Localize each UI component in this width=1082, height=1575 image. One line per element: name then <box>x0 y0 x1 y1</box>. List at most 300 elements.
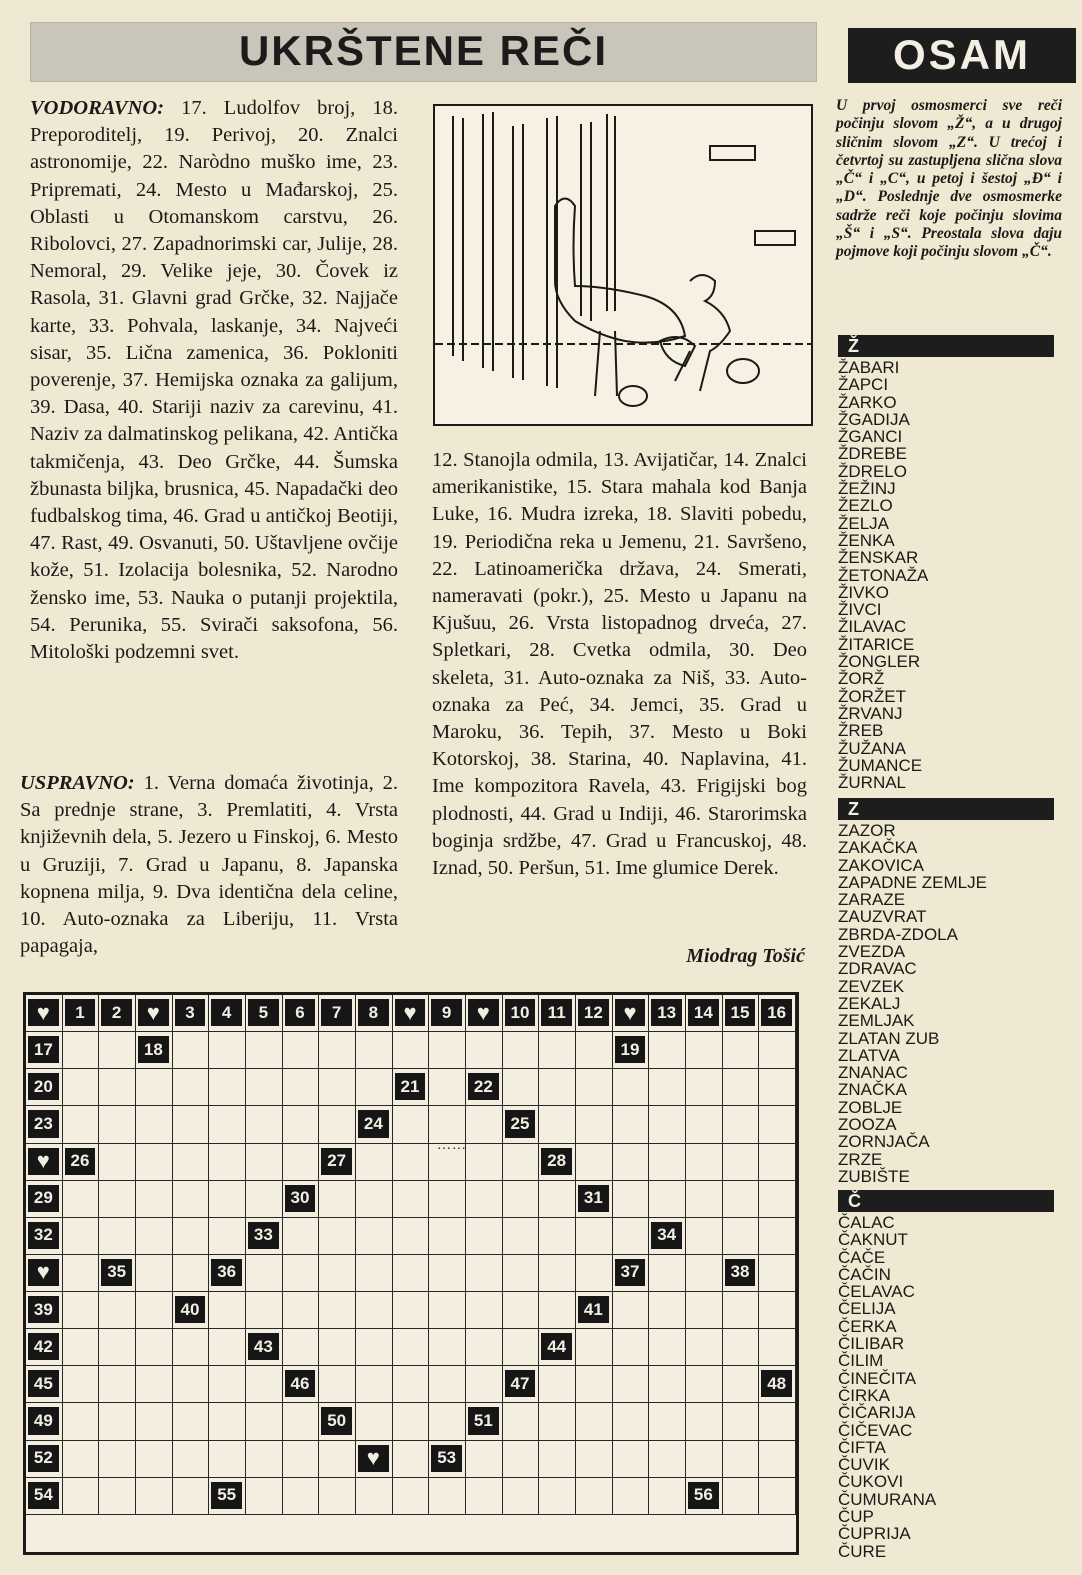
empty-cell[interactable] <box>576 1069 613 1106</box>
empty-cell[interactable] <box>759 1106 796 1143</box>
empty-cell[interactable] <box>63 1329 100 1366</box>
empty-cell[interactable] <box>136 1218 173 1255</box>
empty-cell[interactable] <box>136 1292 173 1329</box>
empty-cell[interactable] <box>503 1032 540 1069</box>
empty-cell[interactable] <box>356 1069 393 1106</box>
empty-cell[interactable] <box>393 1255 430 1292</box>
empty-cell[interactable] <box>613 1144 650 1181</box>
empty-cell[interactable] <box>63 1292 100 1329</box>
empty-cell[interactable] <box>173 1106 210 1143</box>
numbered-cell[interactable] <box>576 1292 613 1329</box>
numbered-cell[interactable] <box>26 1292 63 1329</box>
empty-cell[interactable] <box>356 1403 393 1440</box>
numbered-cell[interactable] <box>63 995 100 1032</box>
empty-cell[interactable] <box>723 1478 760 1515</box>
empty-cell[interactable] <box>723 1218 760 1255</box>
empty-cell[interactable] <box>246 1181 283 1218</box>
numbered-cell[interactable] <box>246 1329 283 1366</box>
empty-cell[interactable] <box>209 1069 246 1106</box>
heart-cell[interactable] <box>26 995 63 1032</box>
empty-cell[interactable] <box>466 1441 503 1478</box>
empty-cell[interactable] <box>613 1106 650 1143</box>
empty-cell[interactable] <box>173 1144 210 1181</box>
empty-cell[interactable] <box>649 1144 686 1181</box>
empty-cell[interactable] <box>429 1069 466 1106</box>
empty-cell[interactable] <box>209 1144 246 1181</box>
numbered-cell[interactable] <box>26 1181 63 1218</box>
empty-cell[interactable] <box>246 1144 283 1181</box>
empty-cell[interactable] <box>649 1478 686 1515</box>
numbered-cell[interactable] <box>649 995 686 1032</box>
empty-cell[interactable] <box>63 1441 100 1478</box>
empty-cell[interactable] <box>466 1255 503 1292</box>
empty-cell[interactable] <box>723 1032 760 1069</box>
empty-cell[interactable] <box>393 1106 430 1143</box>
empty-cell[interactable] <box>723 1144 760 1181</box>
empty-cell[interactable] <box>283 1069 320 1106</box>
empty-cell[interactable] <box>246 1069 283 1106</box>
empty-cell[interactable] <box>539 1441 576 1478</box>
empty-cell[interactable] <box>759 1032 796 1069</box>
empty-cell[interactable] <box>613 1329 650 1366</box>
empty-cell[interactable] <box>466 1181 503 1218</box>
empty-cell[interactable] <box>649 1069 686 1106</box>
empty-cell[interactable] <box>393 1403 430 1440</box>
empty-cell[interactable] <box>429 1255 466 1292</box>
empty-cell[interactable] <box>319 1069 356 1106</box>
empty-cell[interactable] <box>649 1441 686 1478</box>
empty-cell[interactable] <box>283 1403 320 1440</box>
empty-cell[interactable] <box>686 1366 723 1403</box>
numbered-cell[interactable] <box>26 1441 63 1478</box>
empty-cell[interactable] <box>429 1478 466 1515</box>
empty-cell[interactable] <box>283 1255 320 1292</box>
empty-cell[interactable] <box>173 1069 210 1106</box>
empty-cell[interactable] <box>576 1478 613 1515</box>
cell-number: 50 <box>321 1407 352 1434</box>
empty-cell[interactable] <box>503 1181 540 1218</box>
numbered-cell[interactable] <box>246 995 283 1032</box>
empty-cell[interactable] <box>319 1218 356 1255</box>
empty-cell[interactable] <box>99 1292 136 1329</box>
empty-cell[interactable] <box>649 1403 686 1440</box>
empty-cell[interactable] <box>723 1329 760 1366</box>
empty-cell[interactable] <box>283 1478 320 1515</box>
empty-cell[interactable] <box>686 1441 723 1478</box>
empty-cell[interactable] <box>539 1069 576 1106</box>
numbered-cell[interactable] <box>356 995 393 1032</box>
empty-cell[interactable] <box>759 1292 796 1329</box>
horizontal-clue-text: 17. Ludolfov broj, 18. Preporoditelj, 19. Perivoj, 20. Znalci astronomije, 22. Naròdno muško ime, 23. Pripremati, 24. Mesto u Mađarskoj, 25. Oblasti u Otomanskom carstvu, 26. Ribolovci, 27. Zapadnorimski car, Julije, 28. Nemoral, 29. Velike jeje, 30. Čovek iz Rasola, 31. Glavni grad Grčke, 32. Najjače karte, 33. Pohvala, laskanje, 34. Najveći sisar, 35. Lična zamenica, 36. Pokloniti poverenje, 37. Hemijska oznaka za galijum, 39. Dasa, 40. Stariji naziv za carevinu, 41. Naziv za dalmatinskog pelikana, 42. Antička takmičenja, 43. Deo Grčke, 44. Šumska žbunasta biljka, brusnica, 45. Napadački deo fudbalskog tima, 46. Grad u antičkoj Beotiji, 47. Rast, 49. Osvanuti, 50. Uštavljene ovčije kože, 51. Izolacija bolesnika, 52. Narodno žensko ime, 53. Nauka o putanji projektila, 54. Perunika, 55. Svirači saksofona, 56. Mitološki podzemni svet. <box>30 97 399 664</box>
empty-cell[interactable] <box>319 1478 356 1515</box>
heart-cell[interactable] <box>466 995 503 1032</box>
numbered-cell[interactable] <box>686 1478 723 1515</box>
empty-cell[interactable] <box>576 1218 613 1255</box>
empty-cell[interactable] <box>539 1032 576 1069</box>
empty-cell[interactable] <box>173 1255 210 1292</box>
empty-cell[interactable] <box>466 1032 503 1069</box>
heart-cell[interactable] <box>26 1144 63 1181</box>
cell-number: 2 <box>101 999 132 1026</box>
numbered-cell[interactable] <box>63 1144 100 1181</box>
empty-cell[interactable] <box>429 1403 466 1440</box>
empty-cell[interactable] <box>649 1329 686 1366</box>
empty-cell[interactable] <box>429 1329 466 1366</box>
empty-cell[interactable] <box>246 1255 283 1292</box>
empty-cell[interactable] <box>649 1255 686 1292</box>
empty-cell[interactable] <box>283 1441 320 1478</box>
empty-cell[interactable] <box>173 1478 210 1515</box>
empty-cell[interactable] <box>99 1181 136 1218</box>
numbered-cell[interactable] <box>246 1218 283 1255</box>
empty-cell[interactable] <box>723 1441 760 1478</box>
empty-cell[interactable] <box>63 1032 100 1069</box>
empty-cell[interactable] <box>723 1106 760 1143</box>
empty-cell[interactable] <box>393 1292 430 1329</box>
empty-cell[interactable] <box>99 1366 136 1403</box>
empty-cell[interactable] <box>686 1181 723 1218</box>
numbered-cell[interactable] <box>466 1403 503 1440</box>
numbered-cell[interactable] <box>26 1106 63 1143</box>
empty-cell[interactable] <box>576 1144 613 1181</box>
empty-cell[interactable] <box>503 1069 540 1106</box>
empty-cell[interactable] <box>63 1478 100 1515</box>
numbered-cell[interactable] <box>283 1366 320 1403</box>
heart-cell[interactable] <box>136 995 173 1032</box>
empty-cell[interactable] <box>209 1329 246 1366</box>
empty-cell[interactable] <box>576 1403 613 1440</box>
empty-cell[interactable] <box>319 1366 356 1403</box>
empty-cell[interactable] <box>539 1292 576 1329</box>
numbered-cell[interactable] <box>723 995 760 1032</box>
empty-cell[interactable] <box>99 1403 136 1440</box>
empty-cell[interactable] <box>63 1218 100 1255</box>
numbered-cell[interactable] <box>576 1181 613 1218</box>
empty-cell[interactable] <box>283 1106 320 1143</box>
empty-cell[interactable] <box>99 1069 136 1106</box>
empty-cell[interactable] <box>319 1292 356 1329</box>
empty-cell[interactable] <box>246 1366 283 1403</box>
numbered-cell[interactable] <box>649 1218 686 1255</box>
empty-cell[interactable] <box>283 1032 320 1069</box>
empty-cell[interactable] <box>723 1069 760 1106</box>
empty-cell[interactable] <box>393 1441 430 1478</box>
numbered-cell[interactable] <box>209 995 246 1032</box>
numbered-cell[interactable] <box>173 1292 210 1329</box>
numbered-cell[interactable] <box>759 1366 796 1403</box>
empty-cell[interactable] <box>539 1366 576 1403</box>
empty-cell[interactable] <box>686 1329 723 1366</box>
empty-cell[interactable] <box>356 1255 393 1292</box>
empty-cell[interactable] <box>686 1106 723 1143</box>
empty-cell[interactable] <box>173 1329 210 1366</box>
empty-cell[interactable] <box>209 1366 246 1403</box>
numbered-cell[interactable] <box>319 1403 356 1440</box>
empty-cell[interactable] <box>686 1144 723 1181</box>
empty-cell[interactable] <box>209 1403 246 1440</box>
numbered-cell[interactable] <box>393 1069 430 1106</box>
empty-cell[interactable] <box>356 1181 393 1218</box>
numbered-cell[interactable] <box>26 1218 63 1255</box>
numbered-cell[interactable] <box>723 1255 760 1292</box>
heart-icon: ♥ <box>615 999 646 1026</box>
empty-cell[interactable] <box>649 1366 686 1403</box>
empty-cell[interactable] <box>63 1181 100 1218</box>
empty-cell[interactable] <box>246 1032 283 1069</box>
empty-cell[interactable] <box>246 1478 283 1515</box>
empty-cell[interactable] <box>136 1366 173 1403</box>
numbered-cell[interactable] <box>429 995 466 1032</box>
empty-cell[interactable] <box>63 1069 100 1106</box>
numbered-cell[interactable] <box>613 1255 650 1292</box>
numbered-cell[interactable] <box>466 1069 503 1106</box>
numbered-cell[interactable] <box>283 995 320 1032</box>
numbered-cell[interactable] <box>26 1403 63 1440</box>
empty-cell[interactable] <box>99 1329 136 1366</box>
empty-cell[interactable] <box>319 1255 356 1292</box>
numbered-cell[interactable] <box>503 995 540 1032</box>
empty-cell[interactable] <box>759 1403 796 1440</box>
numbered-cell[interactable] <box>429 1441 466 1478</box>
empty-cell[interactable] <box>759 1478 796 1515</box>
empty-cell[interactable] <box>429 1032 466 1069</box>
empty-cell[interactable] <box>649 1181 686 1218</box>
list-item: ŽUŽANA <box>838 738 906 758</box>
empty-cell[interactable] <box>723 1292 760 1329</box>
empty-cell[interactable] <box>539 1181 576 1218</box>
empty-cell[interactable] <box>576 1366 613 1403</box>
empty-cell[interactable] <box>173 1032 210 1069</box>
empty-cell[interactable] <box>466 1144 503 1181</box>
empty-cell[interactable] <box>429 1218 466 1255</box>
empty-cell[interactable] <box>503 1292 540 1329</box>
empty-cell[interactable] <box>613 1292 650 1329</box>
heart-cell[interactable] <box>393 995 430 1032</box>
numbered-cell[interactable] <box>539 1329 576 1366</box>
numbered-cell[interactable] <box>136 1032 173 1069</box>
empty-cell[interactable] <box>209 1441 246 1478</box>
empty-cell[interactable] <box>759 1255 796 1292</box>
numbered-cell[interactable] <box>283 1181 320 1218</box>
empty-cell[interactable] <box>283 1144 320 1181</box>
empty-cell[interactable] <box>99 1478 136 1515</box>
empty-cell[interactable] <box>173 1218 210 1255</box>
empty-cell[interactable] <box>429 1366 466 1403</box>
empty-cell[interactable] <box>539 1106 576 1143</box>
empty-cell[interactable] <box>576 1255 613 1292</box>
empty-cell[interactable] <box>503 1255 540 1292</box>
empty-cell[interactable] <box>759 1441 796 1478</box>
numbered-cell[interactable] <box>26 1478 63 1515</box>
empty-cell[interactable] <box>393 1478 430 1515</box>
empty-cell[interactable] <box>136 1329 173 1366</box>
empty-cell[interactable] <box>649 1106 686 1143</box>
empty-cell[interactable] <box>393 1366 430 1403</box>
empty-cell[interactable] <box>99 1106 136 1143</box>
numbered-cell[interactable] <box>319 995 356 1032</box>
empty-cell[interactable] <box>613 1366 650 1403</box>
empty-cell[interactable] <box>393 1181 430 1218</box>
empty-cell[interactable] <box>686 1292 723 1329</box>
numbered-cell[interactable] <box>26 1329 63 1366</box>
empty-cell[interactable] <box>63 1255 100 1292</box>
empty-cell[interactable] <box>539 1478 576 1515</box>
empty-cell[interactable] <box>319 1181 356 1218</box>
empty-cell[interactable] <box>246 1106 283 1143</box>
empty-cell[interactable] <box>136 1069 173 1106</box>
empty-cell[interactable] <box>136 1441 173 1478</box>
empty-cell[interactable] <box>613 1403 650 1440</box>
empty-cell[interactable] <box>99 1441 136 1478</box>
empty-cell[interactable] <box>613 1181 650 1218</box>
numbered-cell[interactable] <box>356 1106 393 1143</box>
empty-cell[interactable] <box>613 1218 650 1255</box>
heart-cell[interactable] <box>26 1255 63 1292</box>
heart-cell[interactable] <box>356 1441 393 1478</box>
empty-cell[interactable] <box>503 1478 540 1515</box>
empty-cell[interactable] <box>319 1032 356 1069</box>
empty-cell[interactable] <box>576 1106 613 1143</box>
empty-cell[interactable] <box>209 1181 246 1218</box>
empty-cell[interactable] <box>209 1032 246 1069</box>
empty-cell[interactable] <box>356 1478 393 1515</box>
empty-cell[interactable] <box>173 1441 210 1478</box>
empty-cell[interactable] <box>429 1292 466 1329</box>
empty-cell[interactable] <box>686 1218 723 1255</box>
empty-cell[interactable] <box>576 1441 613 1478</box>
empty-cell[interactable] <box>686 1069 723 1106</box>
cell-number: 47 <box>505 1370 536 1397</box>
empty-cell[interactable] <box>613 1478 650 1515</box>
numbered-cell[interactable] <box>539 1144 576 1181</box>
empty-cell[interactable] <box>173 1366 210 1403</box>
empty-cell[interactable] <box>63 1403 100 1440</box>
empty-cell[interactable] <box>173 1181 210 1218</box>
empty-cell[interactable] <box>539 1218 576 1255</box>
empty-cell[interactable] <box>466 1366 503 1403</box>
numbered-cell[interactable] <box>209 1478 246 1515</box>
empty-cell[interactable] <box>576 1032 613 1069</box>
empty-cell[interactable] <box>466 1218 503 1255</box>
empty-cell[interactable] <box>759 1069 796 1106</box>
empty-cell[interactable] <box>136 1478 173 1515</box>
numbered-cell[interactable] <box>539 995 576 1032</box>
empty-cell[interactable] <box>759 1144 796 1181</box>
empty-cell[interactable] <box>576 1329 613 1366</box>
empty-cell[interactable] <box>539 1255 576 1292</box>
empty-cell[interactable] <box>99 1218 136 1255</box>
empty-cell[interactable] <box>649 1032 686 1069</box>
numbered-cell[interactable] <box>99 1255 136 1292</box>
empty-cell[interactable] <box>686 1255 723 1292</box>
empty-cell[interactable] <box>246 1441 283 1478</box>
empty-cell[interactable] <box>136 1181 173 1218</box>
empty-cell[interactable] <box>99 1032 136 1069</box>
empty-cell[interactable] <box>356 1032 393 1069</box>
numbered-cell[interactable] <box>759 995 796 1032</box>
empty-cell[interactable] <box>466 1478 503 1515</box>
numbered-cell[interactable] <box>576 995 613 1032</box>
empty-cell[interactable] <box>539 1403 576 1440</box>
empty-cell[interactable] <box>759 1329 796 1366</box>
empty-cell[interactable] <box>136 1106 173 1143</box>
empty-cell[interactable] <box>246 1403 283 1440</box>
numbered-cell[interactable] <box>99 995 136 1032</box>
numbered-cell[interactable] <box>613 1032 650 1069</box>
empty-cell[interactable] <box>283 1218 320 1255</box>
empty-cell[interactable] <box>209 1292 246 1329</box>
empty-cell[interactable] <box>99 1144 136 1181</box>
empty-cell[interactable] <box>136 1403 173 1440</box>
empty-cell[interactable] <box>466 1292 503 1329</box>
empty-cell[interactable] <box>503 1403 540 1440</box>
numbered-cell[interactable] <box>503 1366 540 1403</box>
empty-cell[interactable] <box>723 1181 760 1218</box>
empty-cell[interactable] <box>759 1181 796 1218</box>
empty-cell[interactable] <box>356 1366 393 1403</box>
empty-cell[interactable] <box>209 1218 246 1255</box>
numbered-cell[interactable] <box>26 1366 63 1403</box>
empty-cell[interactable] <box>393 1144 430 1181</box>
numbered-cell[interactable] <box>173 995 210 1032</box>
empty-cell[interactable] <box>466 1106 503 1143</box>
numbered-cell[interactable] <box>686 995 723 1032</box>
numbered-cell[interactable] <box>26 1069 63 1106</box>
empty-cell[interactable] <box>759 1218 796 1255</box>
empty-cell[interactable] <box>393 1032 430 1069</box>
empty-cell[interactable] <box>283 1292 320 1329</box>
empty-cell[interactable] <box>723 1403 760 1440</box>
numbered-cell[interactable] <box>209 1255 246 1292</box>
empty-cell[interactable] <box>246 1292 283 1329</box>
numbered-cell[interactable] <box>503 1106 540 1143</box>
empty-cell[interactable] <box>136 1144 173 1181</box>
empty-cell[interactable] <box>283 1329 320 1366</box>
numbered-cell[interactable] <box>26 1032 63 1069</box>
empty-cell[interactable] <box>319 1329 356 1366</box>
empty-cell[interactable] <box>173 1403 210 1440</box>
empty-cell[interactable] <box>356 1329 393 1366</box>
empty-cell[interactable] <box>613 1441 650 1478</box>
empty-cell[interactable] <box>136 1255 173 1292</box>
empty-cell[interactable] <box>466 1329 503 1366</box>
crossword-grid[interactable] <box>23 992 799 1555</box>
heart-cell[interactable] <box>613 995 650 1032</box>
numbered-cell[interactable] <box>319 1144 356 1181</box>
empty-cell[interactable] <box>686 1403 723 1440</box>
empty-cell[interactable] <box>356 1292 393 1329</box>
empty-cell[interactable] <box>319 1441 356 1478</box>
empty-cell[interactable] <box>356 1144 393 1181</box>
empty-cell[interactable] <box>356 1218 393 1255</box>
empty-cell[interactable] <box>649 1292 686 1329</box>
empty-cell[interactable] <box>393 1329 430 1366</box>
empty-cell[interactable] <box>63 1366 100 1403</box>
empty-cell[interactable] <box>209 1106 246 1143</box>
empty-cell[interactable] <box>429 1181 466 1218</box>
empty-cell[interactable] <box>503 1441 540 1478</box>
empty-cell[interactable] <box>723 1366 760 1403</box>
empty-cell[interactable] <box>63 1106 100 1143</box>
empty-cell[interactable] <box>503 1144 540 1181</box>
empty-cell[interactable] <box>503 1218 540 1255</box>
empty-cell[interactable] <box>503 1329 540 1366</box>
empty-cell[interactable] <box>686 1032 723 1069</box>
empty-cell[interactable] <box>393 1218 430 1255</box>
horizontal-heading: VODORAVNO: <box>30 97 165 119</box>
empty-cell[interactable] <box>613 1069 650 1106</box>
empty-cell[interactable] <box>319 1106 356 1143</box>
